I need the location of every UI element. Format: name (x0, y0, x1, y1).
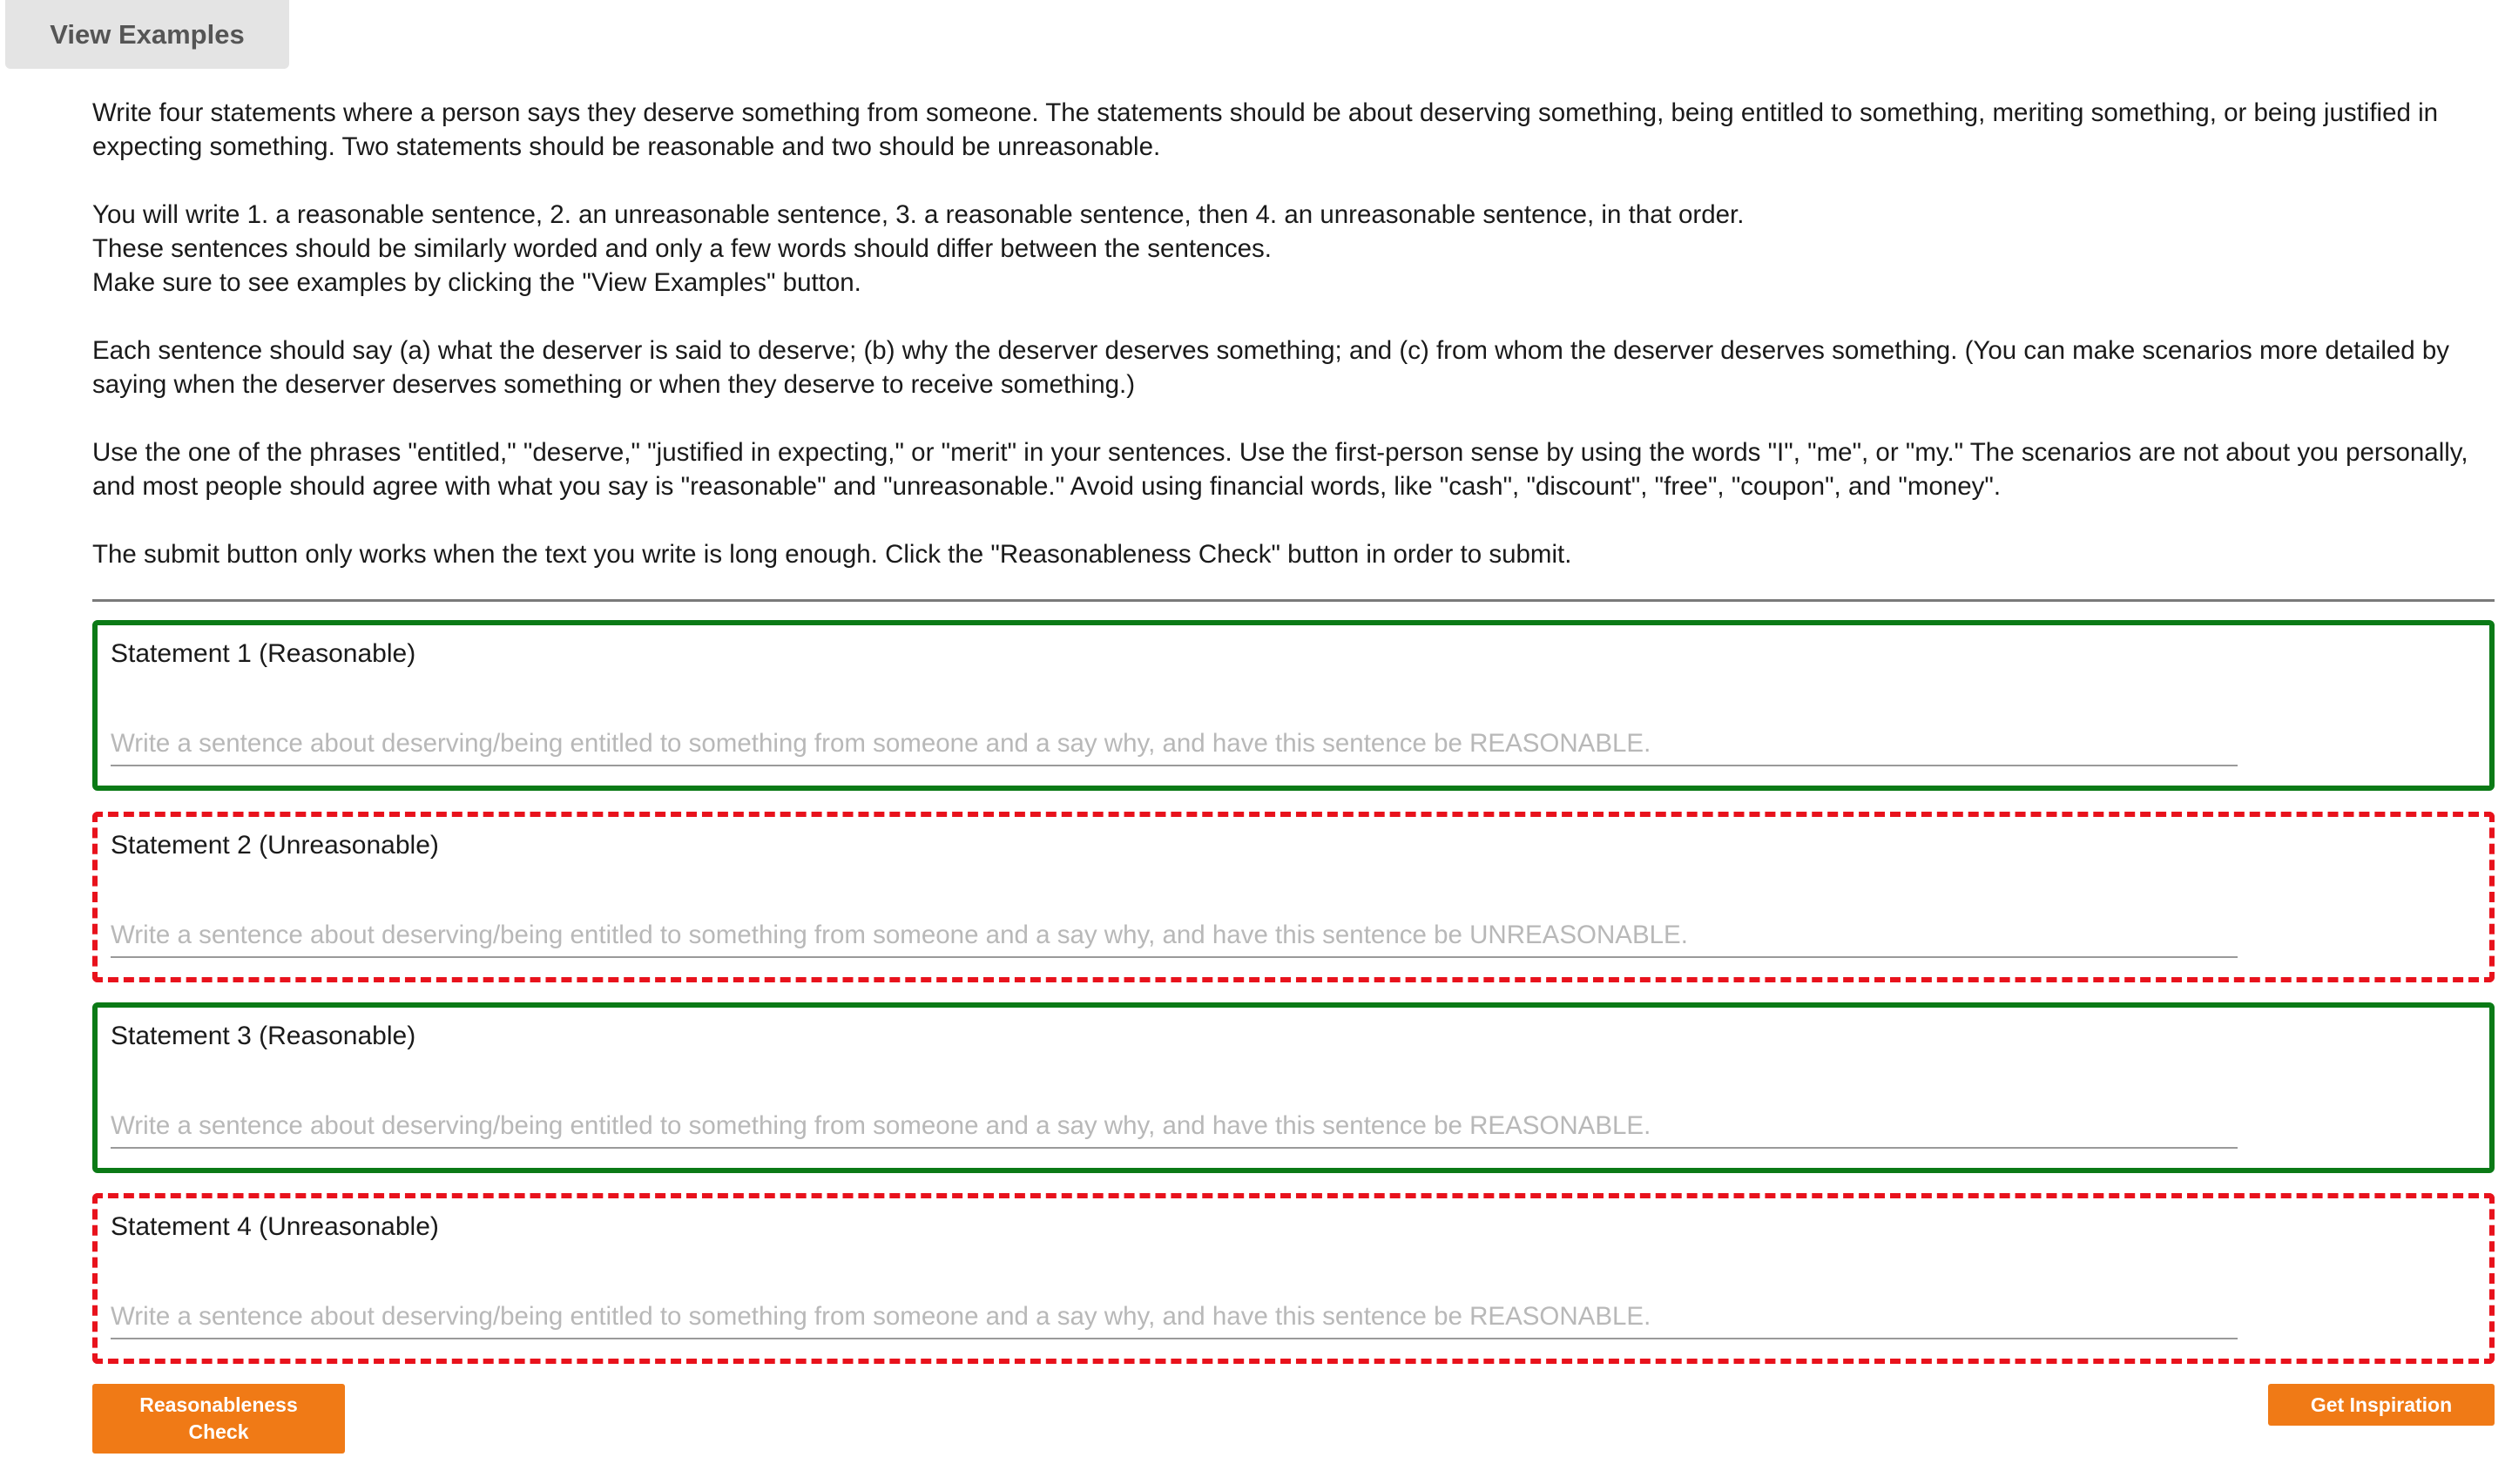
statement-2-box (92, 812, 2495, 982)
statement-3-input[interactable] (111, 1105, 2238, 1149)
section-divider (92, 599, 2495, 602)
statement-1-input[interactable] (111, 723, 2238, 766)
statement-3-box (92, 1002, 2495, 1173)
instructions-paragraph-2 (92, 198, 2488, 300)
view-examples-button[interactable]: View Examples (5, 0, 289, 69)
instructions-line: These sentences should be similarly worded and only a few words should differ between the sentences. (92, 234, 1272, 263)
statement-4-label: Statement 4 (Unreasonable) (111, 1212, 439, 1241)
get-inspiration-button[interactable]: Get Inspiration (2268, 1384, 2495, 1426)
reasonableness-check-button[interactable] (92, 1384, 345, 1454)
statement-1-box (92, 620, 2495, 791)
instructions-paragraph-1: Write four statements where a person says they deserve something from someone. The statements should be about deserving something, being entitled to something, meriting something, or being justified in expecting something. Two statements should be reasonable and two should be unreasonable. (92, 98, 2439, 161)
instructions-paragraph-3: Each sentence should say (a) what the deserver is said to deserve; (b) why the deserver deserves something; and (c) from whom the deserver deserves something. (You can make scenarios more detailed by saying when the deserver deserves something or when they deserve to receive something.) (92, 336, 2450, 399)
statement-4-box (92, 1193, 2495, 1364)
statement-1-label: Statement 1 (Reasonable) (111, 639, 416, 668)
instructions (92, 96, 2488, 571)
statement-2-label: Statement 2 (Unreasonable) (111, 831, 439, 860)
instructions-line: You will write 1. a reasonable sentence, 2. an unreasonable sentence, 3. a reasonable sentence, then 4. an unreasonable sentence, in that order. (92, 200, 1745, 229)
instructions-paragraph-4: Use the one of the phrases "entitled," "deserve," "justified in expecting," or "merit" in your sentences. Use the first-person sense by using the words "I", "me", or "my." The scenarios are not about you personally, and most people should agree with what you say is "reasonable" and "unreasonable." Avoid using financial words, like "cash", "discount", "free", "coupon", and "money". (92, 438, 2468, 501)
instructions-line: Make sure to see examples by clicking the "View Examples" button. (92, 268, 861, 297)
statement-3-label: Statement 3 (Reasonable) (111, 1022, 416, 1050)
instructions-paragraph-5: The submit button only works when the text you write is long enough. Click the "Reasonableness Check" button in order to submit. (92, 540, 1572, 569)
reasonableness-check-label-line-1: Reasonableness (139, 1393, 298, 1416)
statement-2-input[interactable] (111, 914, 2238, 958)
reasonableness-check-label-line-2: Check (188, 1420, 249, 1443)
statement-4-input[interactable] (111, 1296, 2238, 1339)
